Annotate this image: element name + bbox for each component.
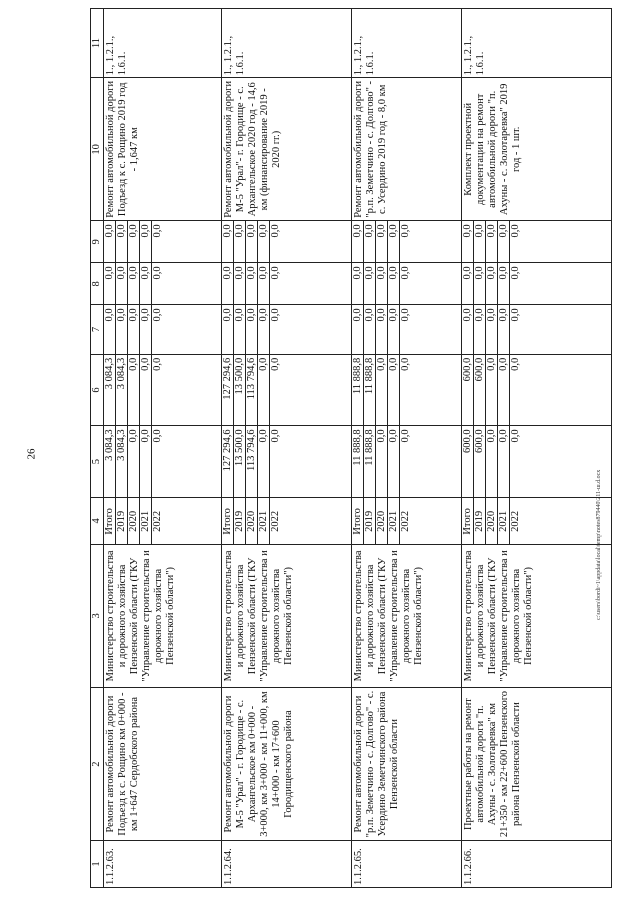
local-budget-value: 0,0 <box>388 263 400 304</box>
regional-budget-value: 0,0 <box>400 357 411 371</box>
other-sources-value: 0,0 <box>116 221 128 262</box>
regional-budget-value: 600,0 <box>474 355 486 426</box>
rotated-table-area <box>90 8 598 888</box>
local-budget-value: 0,0 <box>128 263 140 304</box>
regional-budget-value: 0,0 <box>140 355 152 426</box>
federal-budget-value: 0,0 <box>222 305 234 353</box>
year-cell <box>222 497 352 544</box>
regional-budget-value: 0,0 <box>510 357 521 371</box>
regional-budget-value: 0,0 <box>388 355 400 426</box>
regional-budget <box>222 354 352 426</box>
other-sources-value: 0,0 <box>222 221 234 262</box>
local-budget-value: 0,0 <box>152 266 163 280</box>
other-sources-value: 0,0 <box>152 224 163 238</box>
expected-result: Комплект проектной документации на ремонт автомобильной дороги "п. Ахуны - с. Золотаревка" 2019 год - 1 шт. <box>462 78 612 221</box>
total-funding-value: 600,0 <box>474 426 486 497</box>
year-cell-value: 2019 <box>364 498 376 544</box>
local-budget <box>222 263 352 305</box>
regional-budget-value: 0,0 <box>258 355 270 426</box>
total-funding-value: 3 084,3 <box>116 426 128 497</box>
other-sources-value: 0,0 <box>128 221 140 262</box>
federal-budget-value: 0,0 <box>246 305 258 353</box>
row-number: 1.1.2.64. <box>222 841 352 888</box>
column-header-8: 8 <box>91 263 104 305</box>
total-funding <box>222 426 352 498</box>
federal-budget-value: 0,0 <box>400 308 411 322</box>
local-budget-value: 0,0 <box>116 263 128 304</box>
row-number: 1.1.2.66. <box>462 841 612 888</box>
year-cell-value: 2019 <box>116 498 128 544</box>
event-name: Ремонт автомобильной дороги Подъезд к с. Рощино км 0+000 - км 1+647 Сердобского района <box>104 688 222 841</box>
other-sources-value: 0,0 <box>364 221 376 262</box>
federal-budget-value: 0,0 <box>388 305 400 353</box>
table-row <box>352 9 462 888</box>
regional-budget <box>462 354 612 426</box>
total-funding <box>104 426 222 498</box>
year-cell-value: 2022 <box>510 510 521 532</box>
local-budget-value: 0,0 <box>222 263 234 304</box>
header-row <box>91 9 104 888</box>
other-sources-value: 0,0 <box>474 221 486 262</box>
program-table <box>90 8 612 888</box>
event-name: Ремонт автомобильной дороги М-5 "Урал" - г. Городище - с. Архангельское км 0+000 - 3+000, км 3+000 - км 11+000, км 14+000 - км 17+600 Городищенского района <box>222 688 352 841</box>
other-sources-value: 0,0 <box>234 221 246 262</box>
expected-result: Ремонт автомобильной дороги "р.п. Земетчино - с. Долгово" - с. Усердино 2019 год - 8,0 км <box>352 78 462 221</box>
year-cell-value: 2020 <box>376 498 388 544</box>
federal-budget-value: 0,0 <box>498 305 510 353</box>
total-funding-value: 0,0 <box>400 429 411 443</box>
year-cell-value: 2021 <box>388 498 400 544</box>
total-funding-value: 0,0 <box>376 426 388 497</box>
column-header-11: 11 <box>91 9 104 78</box>
federal-budget-value: 0,0 <box>128 305 140 353</box>
other-sources-value: 0,0 <box>140 221 152 262</box>
expected-result: Ремонт автомобильной дороги М-5 "Урал"- г. Городище - с. Архангельское 2020 год - 14,6 км (финансирование 2019 - 2020 гг.) <box>222 78 352 221</box>
federal-budget <box>352 305 462 354</box>
local-budget <box>462 263 612 305</box>
local-budget <box>352 263 462 305</box>
other-sources-value: 0,0 <box>462 221 474 262</box>
year-cell-value: 2021 <box>498 498 510 544</box>
regional-budget <box>104 354 222 426</box>
regional-budget-value: 600,0 <box>462 355 474 426</box>
federal-budget <box>222 305 352 354</box>
total-funding-value: 0,0 <box>258 426 270 497</box>
regional-budget-value: 0,0 <box>152 357 163 371</box>
row-number: 1.1.2.63. <box>104 841 222 888</box>
local-budget-value: 0,0 <box>498 263 510 304</box>
local-budget-value: 0,0 <box>104 263 116 304</box>
federal-budget-value: 0,0 <box>104 305 116 353</box>
total-funding-value: 0,0 <box>140 426 152 497</box>
regional-budget-value: 11 888,8 <box>364 355 376 426</box>
executor: Министерство строительства и дорожного хозяйства Пензенской области (ГКУ "Управление строительства и дорожного хозяйства Пензенской области") <box>462 544 612 687</box>
federal-budget-value: 0,0 <box>352 305 364 353</box>
regional-budget-value: 0,0 <box>486 355 498 426</box>
executor: Министерство строительства и дорожного хозяйства Пензенской области (ГКУ "Управление строительства и дорожного хозяйства Пензенской области") <box>352 544 462 687</box>
footer-path: c:\users\bordi~1\appdata\local\temp\notes879440\211-ш.d.ocx <box>596 469 602 620</box>
local-budget-value: 0,0 <box>140 263 152 304</box>
year-cell-value: 2020 <box>486 498 498 544</box>
column-header-9: 9 <box>91 221 104 263</box>
federal-budget-value: 0,0 <box>234 305 246 353</box>
federal-budget-value: 0,0 <box>364 305 376 353</box>
regional-budget-value: 3 084,3 <box>116 355 128 426</box>
event-name: Ремонт автомобильной дороги "р.п. Земетчино - с. Долгово" - с. Усердино Земетчинского района Пензенской области <box>352 688 462 841</box>
total-funding-value: 0,0 <box>152 429 163 443</box>
regional-budget-value: 3 084,3 <box>104 355 116 426</box>
regional-budget-value: 0,0 <box>376 355 388 426</box>
federal-budget-value: 0,0 <box>462 305 474 353</box>
federal-budget-value: 0,0 <box>116 305 128 353</box>
year-cell <box>352 497 462 544</box>
local-budget-value: 0,0 <box>510 266 521 280</box>
year-cell-value: 2019 <box>234 498 246 544</box>
total-funding-value: 11 888,8 <box>352 426 364 497</box>
event-name: Проектные работы на ремонт автомобильной дороги "п. Ахуны - с. Золотаревка" км 21+350 - км 22+600 Пензенского района Пензенской области <box>462 688 612 841</box>
year-cell <box>462 497 612 544</box>
total-funding-value: 113 794,6 <box>246 426 258 497</box>
total-funding-value: 127 294,6 <box>222 426 234 497</box>
local-budget-value: 0,0 <box>258 263 270 304</box>
year-cell-value: Итого <box>222 498 234 544</box>
year-cell-value: 2022 <box>152 510 163 532</box>
other-sources <box>352 221 462 263</box>
table-body <box>104 9 612 888</box>
local-budget-value: 0,0 <box>486 263 498 304</box>
indicator-link: 1., 1.2.1., 1.6.1. <box>352 9 462 78</box>
total-funding-value: 600,0 <box>462 426 474 497</box>
regional-budget-value: 0,0 <box>270 357 281 371</box>
total-funding-value: 13 500,0 <box>234 426 246 497</box>
year-cell <box>104 497 222 544</box>
year-cell-value: 2020 <box>128 498 140 544</box>
table-row <box>462 9 612 888</box>
total-funding-value: 0,0 <box>388 426 400 497</box>
other-sources <box>222 221 352 263</box>
regional-budget-value: 0,0 <box>498 355 510 426</box>
regional-budget-value: 13 500,0 <box>234 355 246 426</box>
regional-budget-value: 11 888,8 <box>352 355 364 426</box>
other-sources-value: 0,0 <box>258 221 270 262</box>
regional-budget-value: 113 794,6 <box>246 355 258 426</box>
local-budget-value: 0,0 <box>376 263 388 304</box>
federal-budget-value: 0,0 <box>486 305 498 353</box>
local-budget-value: 0,0 <box>462 263 474 304</box>
total-funding-value: 0,0 <box>498 426 510 497</box>
federal-budget <box>462 305 612 354</box>
federal-budget <box>104 305 222 354</box>
total-funding-value: 0,0 <box>486 426 498 497</box>
local-budget-value: 0,0 <box>246 263 258 304</box>
table-row <box>222 9 352 888</box>
local-budget-value: 0,0 <box>270 266 281 280</box>
column-header-4: 4 <box>91 497 104 544</box>
other-sources-value: 0,0 <box>352 221 364 262</box>
other-sources-value: 0,0 <box>510 224 521 238</box>
indicator-link: 1., 1.2.1., 1.6.1. <box>462 9 612 78</box>
federal-budget-value: 0,0 <box>258 305 270 353</box>
page-number: 26 <box>25 448 38 460</box>
year-cell-value: 2022 <box>270 510 281 532</box>
column-header-7: 7 <box>91 305 104 354</box>
local-budget-value: 0,0 <box>474 263 486 304</box>
column-header-2: 2 <box>91 688 104 841</box>
indicator-link: 1., 1.2.1., 1.6.1. <box>222 9 352 78</box>
year-cell-value: Итого <box>352 498 364 544</box>
year-cell-value: Итого <box>104 498 116 544</box>
federal-budget-value: 0,0 <box>270 308 281 322</box>
federal-budget-value: 0,0 <box>510 308 521 322</box>
total-funding-value: 0,0 <box>128 426 140 497</box>
executor: Министерство строительства и дорожного хозяйства Пензенской области (ГКУ "Управление строительства и дорожного хозяйства Пензенской области") <box>104 544 222 687</box>
column-header-10: 10 <box>91 78 104 221</box>
total-funding <box>352 426 462 498</box>
total-funding-value: 3 084,3 <box>104 426 116 497</box>
regional-budget <box>352 354 462 426</box>
table-row <box>104 9 222 888</box>
local-budget <box>104 263 222 305</box>
local-budget-value: 0,0 <box>352 263 364 304</box>
column-header-3: 3 <box>91 544 104 687</box>
other-sources-value: 0,0 <box>246 221 258 262</box>
year-cell-value: 2019 <box>474 498 486 544</box>
column-header-6: 6 <box>91 354 104 426</box>
other-sources <box>104 221 222 263</box>
total-funding-value: 0,0 <box>510 429 521 443</box>
expected-result: Ремонт автомобильной дороги Подъезд к с. Рощино 2019 год - 1,647 км <box>104 78 222 221</box>
year-cell-value: 2021 <box>140 498 152 544</box>
year-cell-value: Итого <box>462 498 474 544</box>
regional-budget-value: 127 294,6 <box>222 355 234 426</box>
other-sources-value: 0,0 <box>388 221 400 262</box>
federal-budget-value: 0,0 <box>140 305 152 353</box>
regional-budget-value: 0,0 <box>128 355 140 426</box>
year-cell-value: 2022 <box>400 510 411 532</box>
other-sources-value: 0,0 <box>104 221 116 262</box>
row-number: 1.1.2.65. <box>352 841 462 888</box>
federal-budget-value: 0,0 <box>376 305 388 353</box>
executor: Министерство строительства и дорожного хозяйства Пензенской области (ГКУ "Управление строительства и дорожного хозяйства Пензенской области") <box>222 544 352 687</box>
local-budget-value: 0,0 <box>364 263 376 304</box>
local-budget-value: 0,0 <box>234 263 246 304</box>
column-header-5: 5 <box>91 426 104 498</box>
total-funding-value: 0,0 <box>270 429 281 443</box>
year-cell-value: 2020 <box>246 498 258 544</box>
federal-budget-value: 0,0 <box>152 308 163 322</box>
local-budget-value: 0,0 <box>400 266 411 280</box>
indicator-link: 1., 1.2.1., 1.6.1. <box>104 9 222 78</box>
federal-budget-value: 0,0 <box>474 305 486 353</box>
total-funding-value: 11 888,8 <box>364 426 376 497</box>
year-cell-value: 2021 <box>258 498 270 544</box>
other-sources-value: 0,0 <box>498 221 510 262</box>
other-sources-value: 0,0 <box>270 224 281 238</box>
other-sources-value: 0,0 <box>376 221 388 262</box>
column-header-1: 1 <box>91 841 104 888</box>
total-funding <box>462 426 612 498</box>
other-sources-value: 0,0 <box>400 224 411 238</box>
other-sources <box>462 221 612 263</box>
other-sources-value: 0,0 <box>486 221 498 262</box>
